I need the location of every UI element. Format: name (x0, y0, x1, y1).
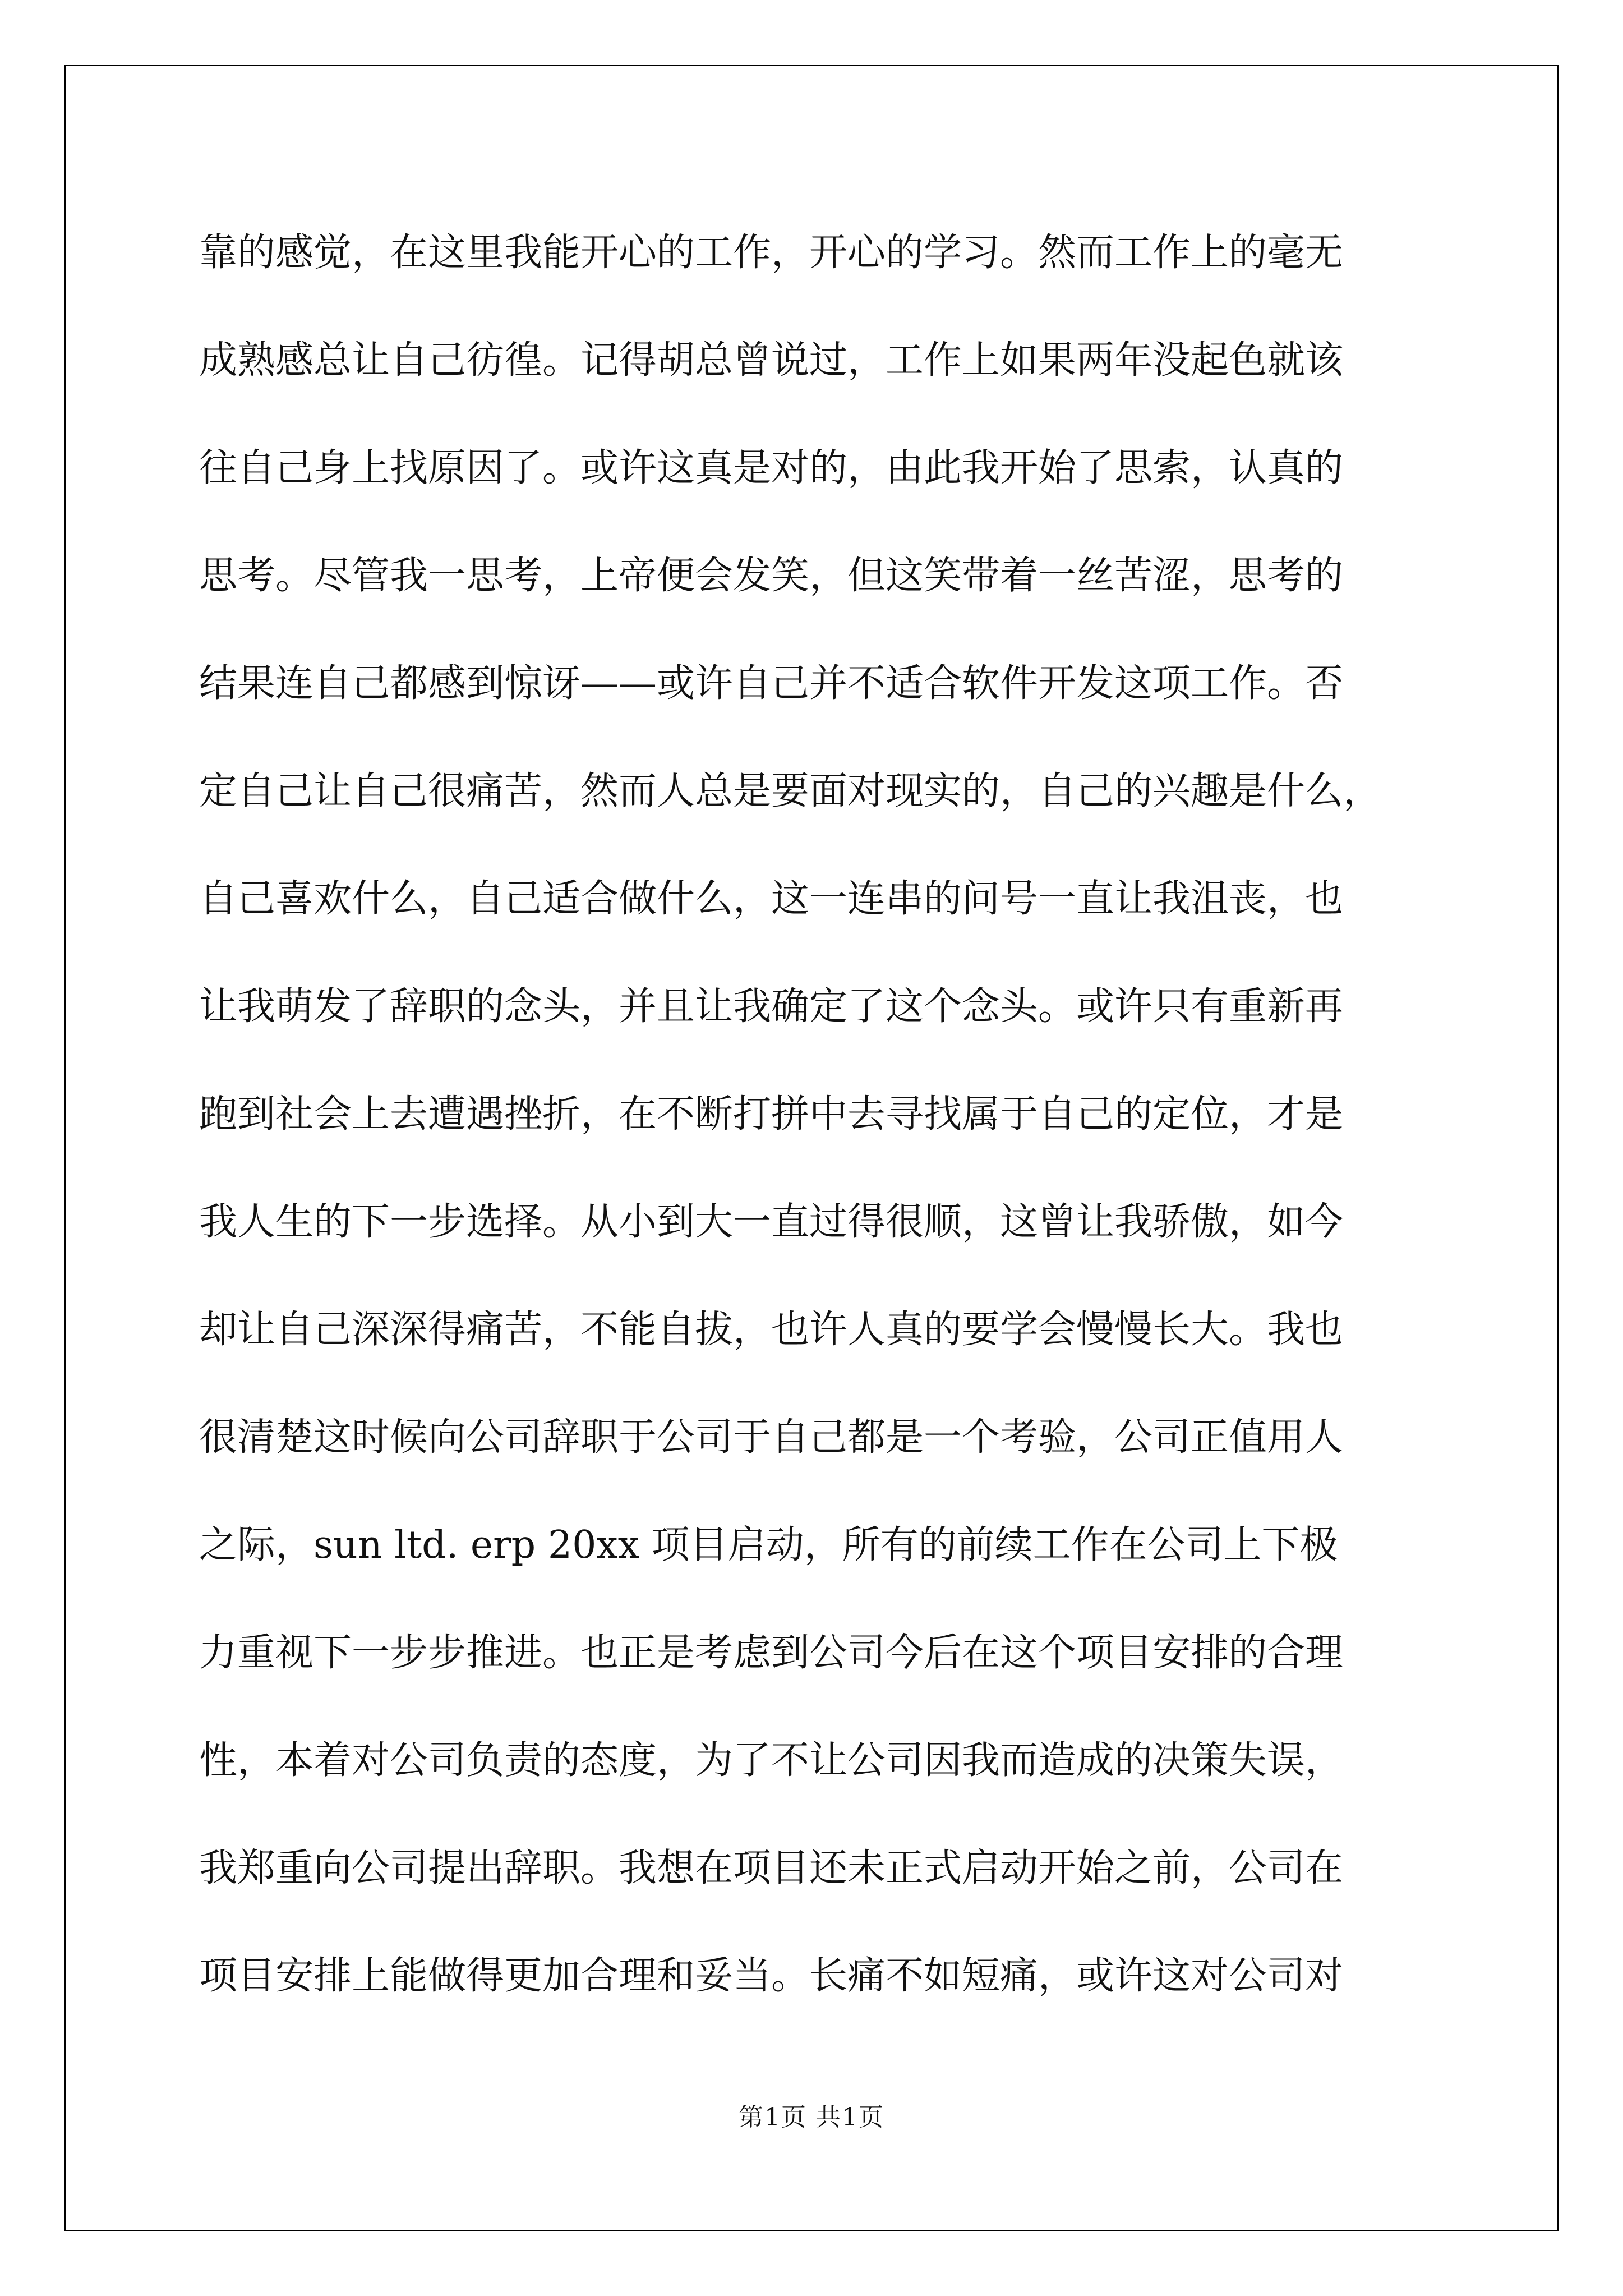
text-line: 性，本着对公司负责的态度，为了不让公司因我而造成的决策失误， (199, 1738, 1344, 1783)
text-line: 跑到社会上去遭遇挫折，在不断打拼中去寻找属于自己的定位，才是 (199, 1092, 1344, 1137)
text-line: 思考。尽管我一思考，上帝便会发笑，但这笑带着一丝苦涩，思考的 (199, 554, 1344, 598)
text-line: 往自己身上找原因了。或许这真是对的，由此我开始了思索，认真的 (199, 446, 1344, 490)
document-body (199, 199, 1433, 2030)
text-line: 成熟感总让自己彷徨。记得胡总曾说过，工作上如果两年没起色就该 (199, 338, 1344, 383)
text-line: 项目安排上能做得更加合理和妥当。长痛不如短痛，或许这对公司对 (199, 1954, 1344, 1998)
text-line: 我郑重向公司提出辞职。我想在项目还未正式启动开始之前，公司在 (199, 1846, 1344, 1890)
text-line: 结果连自己都感到惊讶——或许自己并不适合软件开发这项工作。否 (199, 661, 1344, 706)
text-line: 之际，sun ltd. erp 20xx 项目启动，所有的前续工作在公司上下极 (199, 1523, 1338, 1567)
text-line: 定自己让自己很痛苦，然而人总是要面对现实的，自己的兴趣是什么， (199, 769, 1382, 813)
text-line: 让我萌发了辞职的念头，并且让我确定了这个念头。或许只有重新再 (199, 984, 1344, 1029)
text-line: 力重视下一步步推进。也正是考虑到公司今后在这个项目安排的合理 (199, 1631, 1344, 1675)
text-line: 靠的感觉，在这里我能开心的工作，开心的学习。然而工作上的毫无 (199, 231, 1344, 275)
text-line: 我人生的下一步选择。从小到大一直过得很顺，这曾让我骄傲，如今 (199, 1200, 1344, 1244)
page-number-footer: 第1页 共1页 (739, 2103, 884, 2132)
text-line: 却让自己深深得痛苦，不能自拔，也许人真的要学会慢慢长大。我也 (199, 1308, 1344, 1352)
text-line: 很清楚这时候向公司辞职于公司于自己都是一个考验，公司正值用人 (199, 1415, 1344, 1460)
text-line: 自己喜欢什么，自己适合做什么，这一连串的问号一直让我沮丧，也 (199, 877, 1344, 921)
